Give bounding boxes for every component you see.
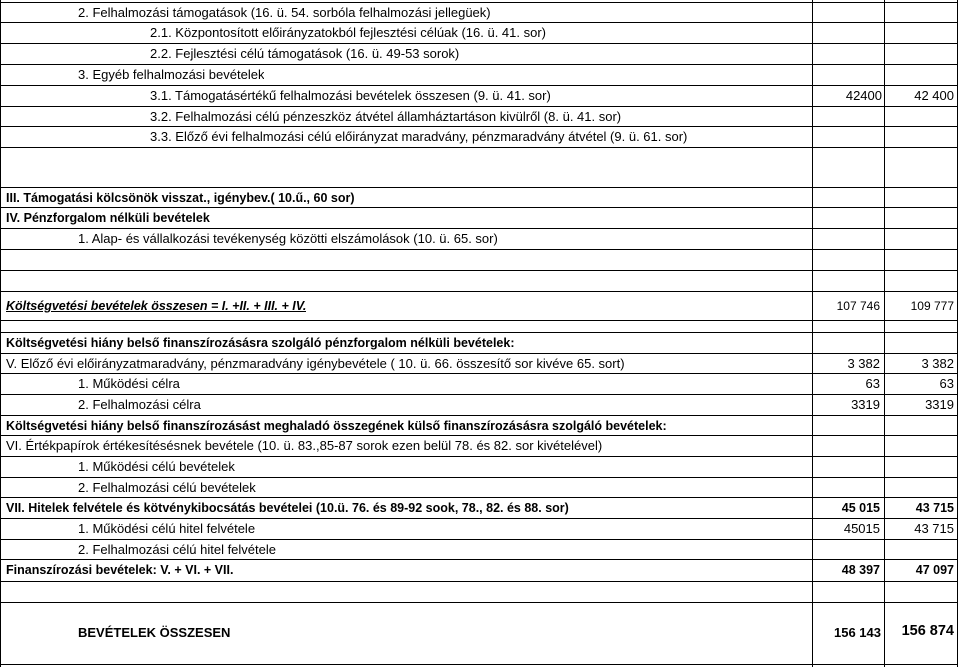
row-label: 3.2. Felhalmozási célú pénzeszköz átvétel államháztartáson kivülről (8. ü. 41. sor): [150, 109, 622, 124]
value-cell-2: 47 097: [915, 563, 954, 577]
table-row: [0, 332, 958, 353]
row-label: VII. Hitelek felvétele és kötvénykibocsátás bevételei (10.ü. 76. és 89-92 sook, 78., 82. és 88. sor): [6, 501, 569, 515]
row-label: 2.2. Fejlesztési célú támogatások (16. ü. 49-53 sorok): [150, 46, 460, 61]
row-label: 2. Felhalmozási célra: [78, 397, 201, 412]
value-cell-1: 3319: [851, 397, 880, 412]
value-cell-1: 45 015: [841, 501, 880, 515]
value-cell-1: 63: [865, 376, 880, 391]
table-row: [0, 353, 958, 373]
table-row: [0, 497, 958, 517]
row-label: V. Előző évi előirányzatmaradvány, pénzmaradvány igénybevétele ( 10. ü. 66. összesítő sor kivéve 65. sort): [6, 356, 625, 371]
table-row: [0, 539, 958, 559]
row-label: IV. Pénzforgalom nélküli bevételek: [6, 211, 210, 225]
table-row: [0, 64, 958, 84]
value-cell-1: 42400: [845, 88, 882, 103]
grand-total-value-2: 156 874: [901, 623, 954, 639]
row-label: 3.3. Előző évi felhalmozási célú előirányzat maradvány, pénzmaradvány átvétel (9. ü. 61. sor): [150, 129, 688, 144]
spacer-row: [0, 249, 958, 270]
table-row: [0, 435, 958, 455]
value-cell-1: 107 746: [836, 299, 880, 313]
table-row: [0, 126, 958, 146]
table-row: [0, 559, 958, 581]
value-cell-2: 43 715: [915, 501, 954, 515]
value-cell-2: 43 715: [914, 521, 954, 536]
value-cell-2: 109 777: [910, 299, 954, 313]
row-label: Költségvetési hiány belső finanszírozásást meghaladó összegének külső finanszírozásásra szolgáló bevételek:: [6, 419, 667, 433]
value-cell-2: 63: [939, 376, 954, 391]
table-row: [0, 415, 958, 435]
table-row: [0, 228, 958, 248]
row-label: 2. Felhalmozási célú hitel felvétele: [78, 542, 276, 557]
row-label: 1. Működési célú hitel felvétele: [78, 521, 256, 536]
row-label: 2.1. Központosított előirányzatokból fejlesztési célúak (16. ü. 41. sor): [150, 25, 546, 40]
row-label: 2. Felhalmozási célú bevételek: [78, 480, 256, 495]
row-label: III. Támogatási kölcsönök visszat., igénybev.( 10.ű., 60 sor): [6, 191, 355, 205]
grand-total-row: [0, 602, 958, 665]
table-row: [0, 373, 958, 393]
row-label: Költségvetési hiány belső finanszírozásásra szolgáló pénzforgalom nélküli bevételek:: [6, 336, 515, 350]
table-row: [0, 2, 958, 22]
grand-total-value-1: 156 143: [834, 625, 881, 640]
row-label: 1. Alap- és vállalkozási tevékenység közötti elszámolások (10. ü. 65. sor): [78, 231, 498, 246]
table-row: [0, 22, 958, 42]
spacer-row: [0, 320, 958, 332]
value-cell-1: 45015: [843, 521, 880, 536]
row-label: 3.1. Támogatásértékű felhalmozási bevételek összesen (9. ü. 41. sor): [150, 88, 551, 103]
row-label: VI. Értékpapírok értékesítésésnek bevétele (10. ü. 83.,85-87 sorok ezen belül 78. és 82. sor kivételével): [6, 438, 603, 453]
table-row: [0, 187, 958, 207]
spacer-row: [0, 147, 958, 187]
spacer-row: [0, 270, 958, 291]
row-label: 3. Egyéb felhalmozási bevételek: [78, 67, 265, 82]
row-label: Finanszírozási bevételek: V. + VI. + VII.: [6, 563, 234, 577]
row-label: 1. Működési célú bevételek: [78, 459, 235, 474]
value-cell-2: 3319: [925, 397, 954, 412]
value-cell-1: 48 397: [841, 563, 880, 577]
value-cell-2: 42 400: [914, 88, 954, 103]
row-label: Költségvetési bevételek összesen = I. +II. + III. + IV.: [6, 299, 307, 313]
table-row: [0, 106, 958, 126]
row-label: 2. Felhalmozási támogatások (16. ü. 54. sorbóla felhalmozási jellegüek): [78, 5, 491, 20]
table-row: [0, 477, 958, 497]
table-row: [0, 85, 958, 105]
table-row: [0, 207, 958, 227]
value-cell-2: 3 382: [921, 356, 954, 371]
spacer-row: [0, 581, 958, 602]
value-cell-1: 3 382: [847, 356, 880, 371]
table-row: [0, 291, 958, 320]
table-row: [0, 43, 958, 63]
row-label: 1. Működési célra: [78, 376, 180, 391]
table-row: [0, 456, 958, 476]
table-row: [0, 394, 958, 414]
table-row: [0, 518, 958, 538]
grand-total-label: BEVÉTELEK ÖSSZESEN: [78, 625, 231, 640]
